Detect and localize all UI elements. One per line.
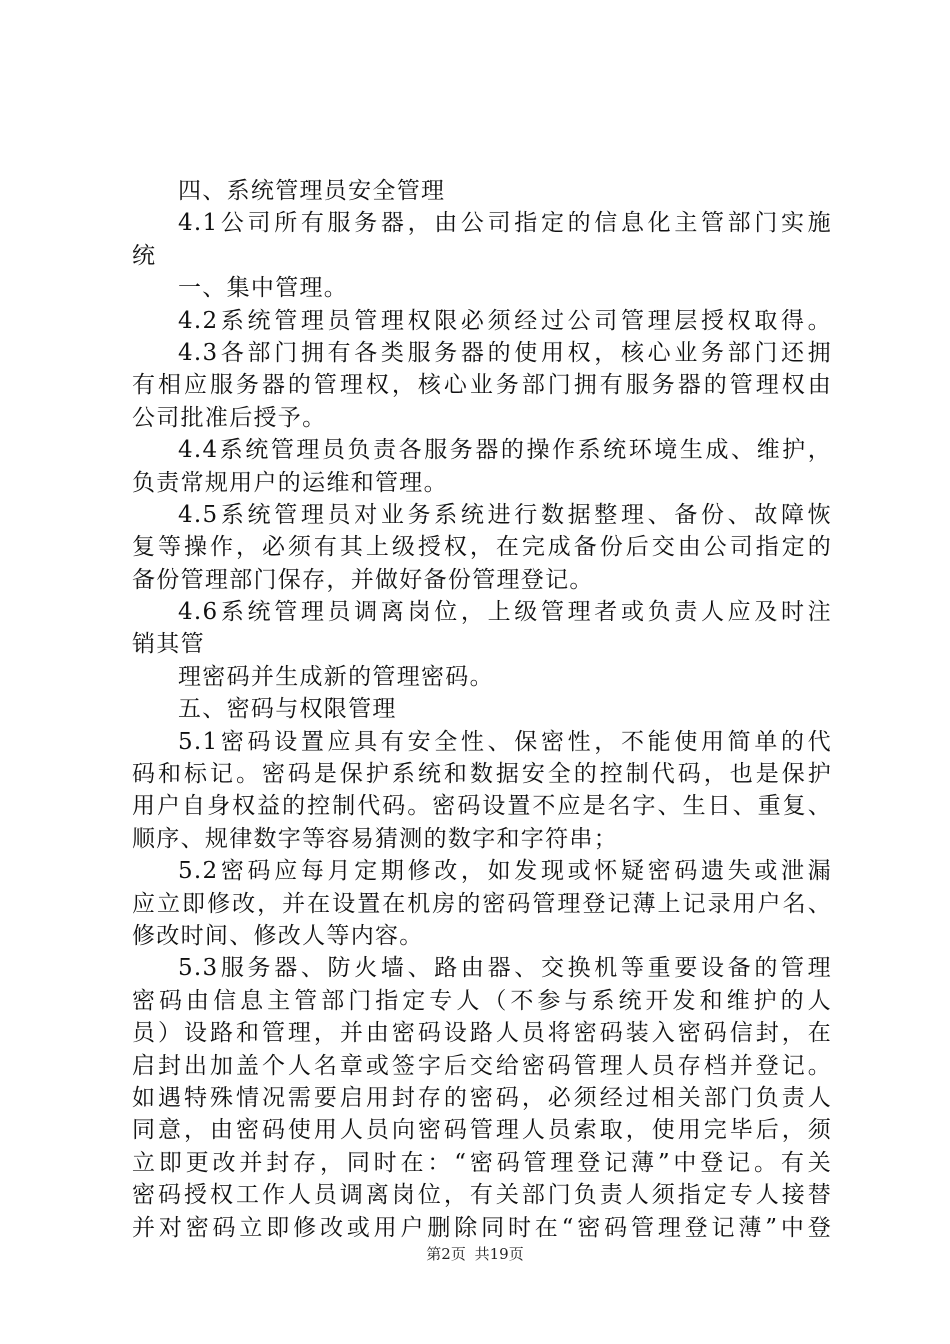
text-line: 一、集中管理。 <box>178 275 349 302</box>
text-line: 5.3服务器、防火墙、路由器、交换机等重要设备的管理 <box>178 955 832 982</box>
text-line: 密码由信息主管部门指定专人（不参与系统开发和维护的人 <box>132 987 832 1014</box>
text-line: 修改时间、修改人等内容。 <box>132 922 424 949</box>
text-line: 密码授权工作人员调离岗位，有关部门负责人须指定专人接替 <box>132 1182 832 1209</box>
text-line: 有相应服务器的管理权，核心业务部门拥有服务器的管理权由 <box>132 372 832 399</box>
text-line: 同意，由密码使用人员向密码管理人员索取，使用完毕后，须 <box>132 1117 832 1144</box>
text-line: 4.2系统管理员管理权限必须经过公司管理层授权取得。 <box>178 307 832 334</box>
page-footer <box>0 1244 950 1264</box>
text-line: 顺序、规律数字等容易猜测的数字和字符串； <box>132 825 618 852</box>
text-line: 并对密码立即修改或用户删除同时在“密码管理登记薄”中登 <box>132 1214 832 1241</box>
text-line: 4.3各部门拥有各类服务器的使用权，核心业务部门还拥 <box>178 339 832 366</box>
text-line: 备份管理部门保存，并做好备份管理登记。 <box>132 566 594 593</box>
text-line: 员）设路和管理，并由密码设路人员将密码装入密码信封，在 <box>132 1020 832 1047</box>
text-line: 公司批准后授予。 <box>132 404 327 431</box>
text-line: 应立即修改，并在设置在机房的密码管理登记薄上记录用户名、 <box>132 890 832 917</box>
text-line: 统 <box>132 242 157 269</box>
text-line: 4.1公司所有服务器，由公司指定的信息化主管部门实施 <box>178 210 832 237</box>
text-line: 五、密码与权限管理 <box>178 696 397 723</box>
text-line: 启封出加盖个人名章或签字后交给密码管理人员存档并登记。 <box>132 1052 832 1079</box>
text-line: 4.4系统管理员负责各服务器的操作系统环境生成、维护， <box>178 437 832 464</box>
text-line: 用户自身权益的控制代码。密码设置不应是名字、生日、重复、 <box>132 793 832 820</box>
text-line: 理密码并生成新的管理密码。 <box>178 663 494 690</box>
body-text <box>132 175 832 1244</box>
page-number: 第2页 <box>426 1245 466 1263</box>
text-line: 负责常规用户的运维和管理。 <box>132 469 448 496</box>
text-line: 复等操作，必须有其上级授权，在完成备份后交由公司指定的 <box>132 534 832 561</box>
text-line: 4.6系统管理员调离岗位，上级管理者或负责人应及时注 <box>178 599 832 626</box>
text-line: 码和标记。密码是保护系统和数据安全的控制代码，也是保护 <box>132 761 832 788</box>
page-total: 共19页 <box>474 1245 524 1263</box>
text-line: 四、系统管理员安全管理 <box>178 178 446 204</box>
text-line: 5.2密码应每月定期修改，如发现或怀疑密码遗失或泄漏 <box>178 858 832 885</box>
text-line: 立即更改并封存，同时在：“密码管理登记薄”中登记。有关 <box>132 1149 832 1176</box>
text-line: 5.1密码设置应具有安全性、保密性，不能使用简单的代 <box>178 728 832 755</box>
text-line: 如遇特殊情况需要启用封存的密码，必须经过相关部门负责人 <box>132 1084 832 1111</box>
text-line: 4.5系统管理员对业务系统进行数据整理、备份、故障恢 <box>178 501 832 528</box>
text-line: 销其管 <box>132 631 205 658</box>
